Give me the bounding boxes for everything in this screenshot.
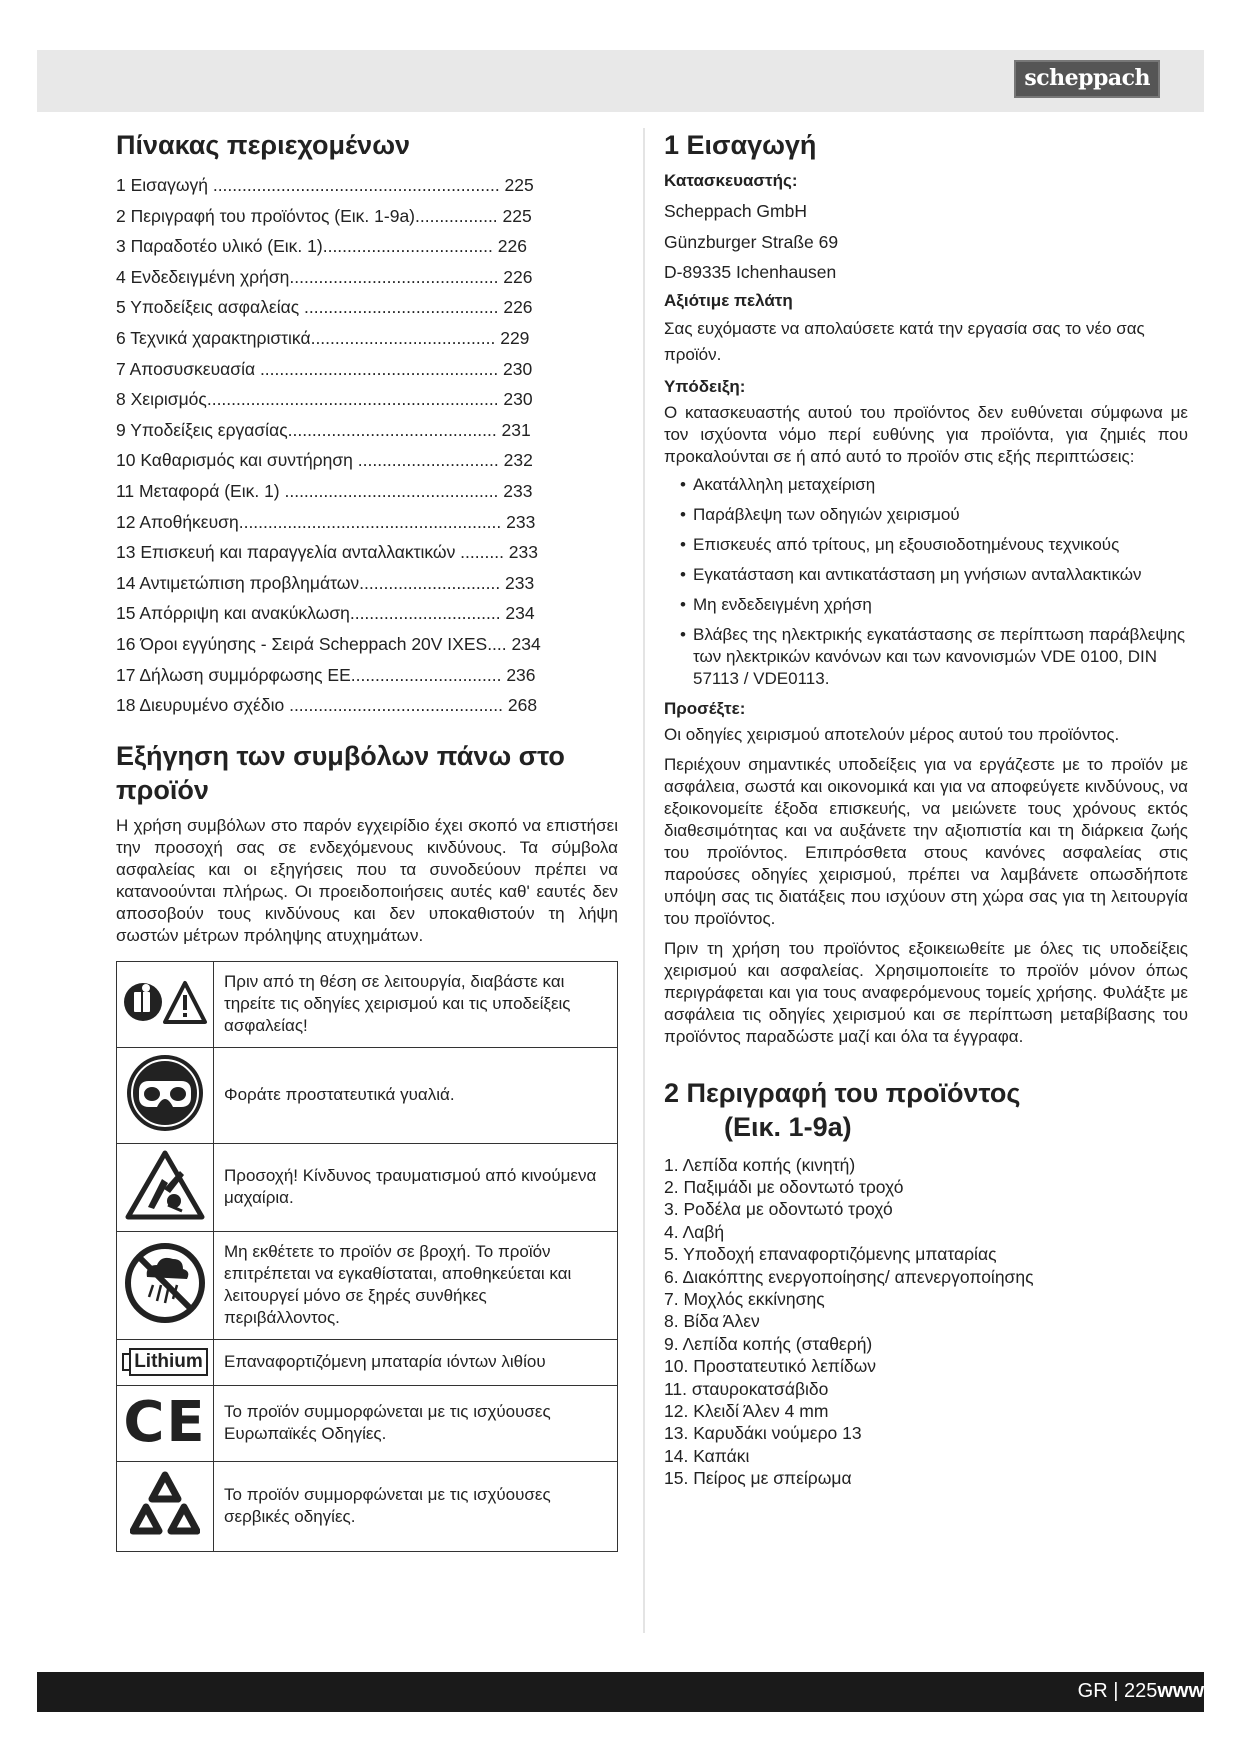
footer-bar [37, 1672, 1204, 1712]
moving-blades-warning-icon [117, 1143, 214, 1231]
part-item: 9. Λεπίδα κοπής (σταθερή) [664, 1333, 873, 1354]
symbol-row [117, 961, 618, 1047]
toc-item: 14 Αντιμετώπιση προβλημάτων............................. 233 [116, 572, 535, 593]
symbols-table [116, 961, 618, 1552]
list-item: • Ακατάλληλη μεταχείριση [664, 474, 1188, 496]
symbol-text: Μη εκθέτετε το προϊόν σε βροχή. Το προϊόν επιτρέπεται να εγκαθίσταται, αποθηκεύεται και λειτουργεί μόνο σε ξηρές συνθήκες περιβάλλοντος. [214, 1231, 618, 1339]
intro-title: 1 Εισαγωγή [664, 130, 817, 160]
symbol-row [117, 1231, 618, 1339]
toc-item: 9 Υποδείξεις εργασίας........................................... 231 [116, 419, 531, 440]
toc-item: 7 Αποσυσκευασία ................................................. 230 [116, 358, 533, 379]
safety-goggles-icon [117, 1047, 214, 1143]
part-item: 12. Κλειδί Άλεν 4 mm [664, 1400, 829, 1421]
attention-paragraph: Περιέχουν σημαντικές υποδείξεις για να εργάζεστε με το προϊόν με ασφάλεια, σωστά και οικονομικά και για να αποφεύγετε κινδύνους, να εξοικονομείτε έξοδα επισκευής, να μειώνετε τους χρόνους εκτός διαθεσιμότητας και να αυξάνετε την αξιοπιστία και τη διάρκεια ζωής του προϊόντος. Επιπρόσθετα στους κανόνες ασφαλείας στις παρούσες οδηγίες χειρισμού, πρέπει να λαμβάνετε οπωσδήποτε υπόψη σας τις διατάξεις που ισχύουν στη χώρα σας για τη λειτουργία του προϊόντος. [664, 754, 1188, 928]
list-item: • Παράβλεψη των οδηγιών χειρισμού [664, 504, 1188, 526]
left-column [116, 128, 618, 1552]
column-divider [643, 128, 645, 1633]
description-subtitle: (Εικ. 1-9a) [724, 1111, 852, 1142]
address-line: Günzburger Straße 69 [664, 231, 839, 252]
header-bar [37, 50, 1204, 112]
part-item: 4. Λαβή [664, 1221, 725, 1242]
toc-item: 18 Διευρυμένο σχέδιο ............................................ 268 [116, 695, 538, 716]
toc-item: 15 Απόρριψη και ανακύκλωση............................... 234 [116, 603, 535, 624]
part-item: 11. σταυροκατσάβιδο [664, 1378, 829, 1399]
address-line: D-89335 Ichenhausen [664, 262, 837, 282]
part-item: 3. Ροδέλα με οδοντωτό τροχό [664, 1199, 893, 1220]
note-label: Υπόδειξη: [664, 376, 746, 396]
symbol-text: Φοράτε προστατευτικά γυαλιά. [214, 1047, 618, 1143]
toc-item: 5 Υποδείξεις ασφαλείας ........................................ 226 [116, 297, 533, 318]
toc-title: Πίνακας περιεχομένων [116, 130, 411, 160]
attention-paragraph: Πριν τη χρήση του προϊόντος εξοικειωθείτε με όλες τις υποδείξεις χειρισμού και ασφαλείας. Χρησιμοποιείτε το προϊόν μόνον όπως περιγράφεται και για τους αναφερόμενους τομείς χρήσης. Φυλάξτε με ασφάλεια τις οδηγίες χειρισμού και σε περίπτωση μεταβίβασης του προϊόντος παραδώστε μαζί και όλα τα έγγραφα. [664, 938, 1188, 1046]
toc-list [116, 170, 618, 721]
toc-item: 12 Αποθήκευση...................................................... 233 [116, 511, 536, 532]
part-item: 6. Διακόπτης ενεργοποίησης/ απενεργοποίησης [664, 1266, 1034, 1287]
part-item: 14. Καπάκι [664, 1445, 750, 1466]
toc-item: 11 Μεταφορά (Εικ. 1) ............................................ 233 [116, 480, 533, 501]
address-line: Scheppach GmbH [664, 201, 807, 221]
list-item: • Εγκατάσταση και αντικατάσταση μη γνήσιων ανταλλακτικών [664, 564, 1188, 586]
symbols-intro: Η χρήση συμβόλων στο παρόν εγχειρίδιο έχει σκοπό να επιστήσει την προσοχή σας σε ενδεχόμενους κινδύνους. Τα σύμβολα ασφαλείας και οι εξηγήσεις που τα συνοδεύουν πρέπει να κατανοούνται πλήρως. Οι προειδοποιήσεις αυτές καθ' εαυτές δεν αποσοβούν τους κινδύνους και δεν υποκαθιστούν τη λήψη σωστών μέτρων πρόληψης ατυχημάτων. [116, 815, 618, 945]
description-title: 2 Περιγραφή του προϊόντος [664, 1077, 1021, 1108]
symbol-row [117, 1047, 618, 1143]
toc-item: 4 Ενδεδειγμένη χρήση........................................... 226 [116, 266, 533, 287]
note-text: Ο κατασκευαστής αυτού του προϊόντος δεν ευθύνεται σύμφωνα με τον ισχύοντα νόμο περί ευθύνης για προϊόντα, για ζημιές που προκαλούνται σε ή από αυτό το προϊόν στις εξής περιπτώσεις: [664, 402, 1188, 466]
manufacturer-label: Κατασκευαστής: [664, 171, 798, 190]
toc-item: 6 Τεχνικά χαρακτηριστικά...................................... 229 [116, 327, 530, 348]
symbol-row [117, 1385, 618, 1461]
symbol-row [117, 1339, 618, 1385]
toc-item: 8 Χειρισμός............................................................ 230 [116, 389, 533, 410]
part-item: 1. Λεπίδα κοπής (κινητή) [664, 1154, 856, 1175]
toc-item: 10 Καθαρισμός και συντήρηση ............................. 232 [116, 450, 533, 471]
toc-item: 16 Όροι εγγύησης - Σειρά Scheppach 20V IXES.... 234 [116, 633, 541, 654]
part-item: 7. Μοχλός εκκίνησης [664, 1288, 825, 1309]
customer-label: Αξιότιμε πελάτη [664, 290, 793, 310]
list-item: • Μη ενδεδειγμένη χρήση [664, 594, 1188, 616]
symbol-text: Πριν από τη θέση σε λειτουργία, διαβάστε και τηρείτε τις οδηγίες χειρισμού και τις υποδείξεις ασφαλείας! [214, 961, 618, 1047]
symbol-row [117, 1143, 618, 1231]
toc-item: 3 Παραδοτέο υλικό (Εικ. 1)................................... 226 [116, 236, 527, 257]
customer-text: Σας ευχόμαστε να απολαύσετε κατά την εργασία σας το νέο σας προϊόν. [664, 318, 1145, 364]
symbol-text: Το προϊόν συμμορφώνεται με τις ισχύουσες Ευρωπαϊκές Οδηγίες. [214, 1385, 618, 1461]
part-item: 8. Βίδα Άλεν [664, 1311, 760, 1332]
toc-item: 2 Περιγραφή του προϊόντος (Εικ. 1-9a)................. 225 [116, 205, 532, 226]
symbol-text: Επαναφορτιζόμενη μπαταρία ιόντων λιθίου [214, 1339, 618, 1385]
part-item: 13. Καρυδάκι νούμερο 13 [664, 1423, 862, 1444]
part-item: 15. Πείρος με σπείρωμα [664, 1468, 852, 1489]
page-number: GR | 225www [1077, 1680, 1204, 1702]
symbol-row [117, 1461, 618, 1551]
part-item: 2. Παξιμάδι με οδοντωτό τροχό [664, 1176, 904, 1197]
parts-list [664, 1154, 1188, 1490]
read-manual-warning-icon [117, 961, 214, 1047]
list-item: • Βλάβες της ηλεκτρικής εγκατάστασης σε περίπτωση παράβλεψης των ηλεκτρικών κανόνων και των κανονισμών VDE 0100, DIN 57113 / VDE0113. [664, 624, 1188, 690]
right-column [664, 128, 1188, 1490]
symbol-text: Προσοχή! Κίνδυνος τραυματισμού από κινούμενα μαχαίρια. [214, 1143, 618, 1231]
part-item: 10. Προστατευτικό λεπίδων [664, 1356, 876, 1377]
attention-paragraph: Οι οδηγίες χειρισμού αποτελούν μέρος αυτού του προϊόντος. [664, 724, 1120, 744]
serbian-conformity-icon [117, 1461, 214, 1551]
part-item: 5. Υποδοχή επαναφορτιζόμενης μπαταρίας [664, 1244, 997, 1265]
list-item: • Επισκευές από τρίτους, μη εξουσιοδοτημένους τεχνικούς [664, 534, 1188, 556]
ce-mark-icon: CE [117, 1385, 214, 1461]
liability-list [664, 474, 1188, 690]
attention-label: Προσέξτε: [664, 698, 746, 718]
symbols-title: Εξήγηση των συμβόλων πάνω στο προϊόν [116, 740, 565, 805]
symbol-text: Το προϊόν συμμορφώνεται με τις ισχύουσες σερβικές οδηγίες. [214, 1461, 618, 1551]
toc-item: 17 Δήλωση συμμόρφωσης ΕΕ............................... 236 [116, 664, 536, 685]
toc-item: 1 Εισαγωγή ........................................................... 225 [116, 175, 534, 195]
no-rain-icon [117, 1231, 214, 1339]
lithium-battery-icon: Lithium [117, 1339, 214, 1385]
toc-item: 13 Επισκευή και παραγγελία ανταλλακτικών ......... 233 [116, 542, 538, 563]
brand-logo: scheppach [1014, 60, 1160, 98]
